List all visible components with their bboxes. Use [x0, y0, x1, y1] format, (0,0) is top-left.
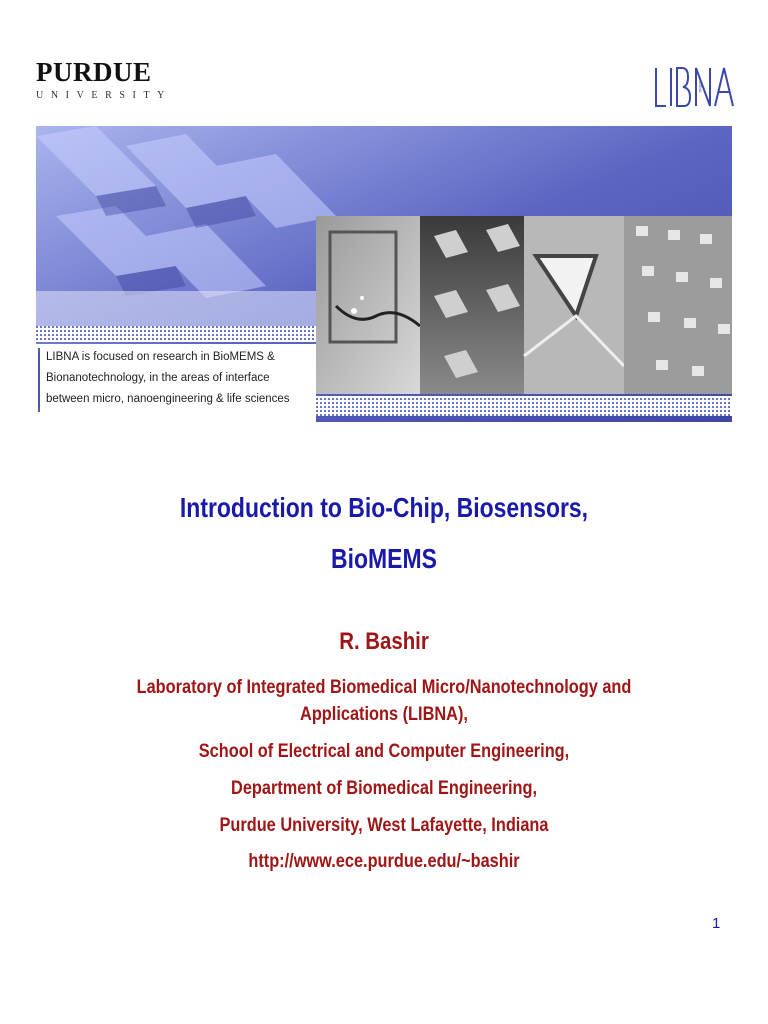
homepage-link[interactable]: http://www.ece.purdue.edu/~bashir [248, 851, 520, 872]
purdue-subtitle: UNIVERSITY [36, 90, 172, 101]
page-number: 1 [712, 915, 721, 932]
caption-line: between micro, nanoengineering & life sciences [46, 393, 290, 405]
header-banner [36, 126, 732, 422]
banner-caption [36, 344, 316, 422]
libna-logo [652, 62, 736, 112]
affiliation-line: Laboratory of Integrated Biomedical Micro/Nanotechnology and [136, 677, 632, 698]
affiliation-line: School of Electrical and Computer Engineering, [198, 741, 570, 762]
author-name: R. Bashir [339, 628, 429, 655]
svg-text:LIBNA: LIBNA [698, 81, 703, 93]
slide-title-line: Introduction to Bio-Chip, Biosensors, [179, 492, 589, 523]
affiliation-line: Purdue University, West Lafayette, Indiana [219, 815, 549, 836]
slide-title-line: BioMEMS [331, 543, 437, 574]
purdue-wordmark: PURDUE [36, 57, 152, 87]
affiliation-line: Applications (LIBNA), [300, 704, 468, 725]
affiliation-line: Department of Biomedical Engineering, [231, 778, 537, 799]
caption-line: LIBNA is focused on research in BioMEMS & [46, 351, 275, 363]
caption-accent-bar [38, 348, 40, 412]
purdue-logo [36, 57, 172, 118]
caption-line: Bionanotechnology, in the areas of interface [46, 372, 270, 384]
